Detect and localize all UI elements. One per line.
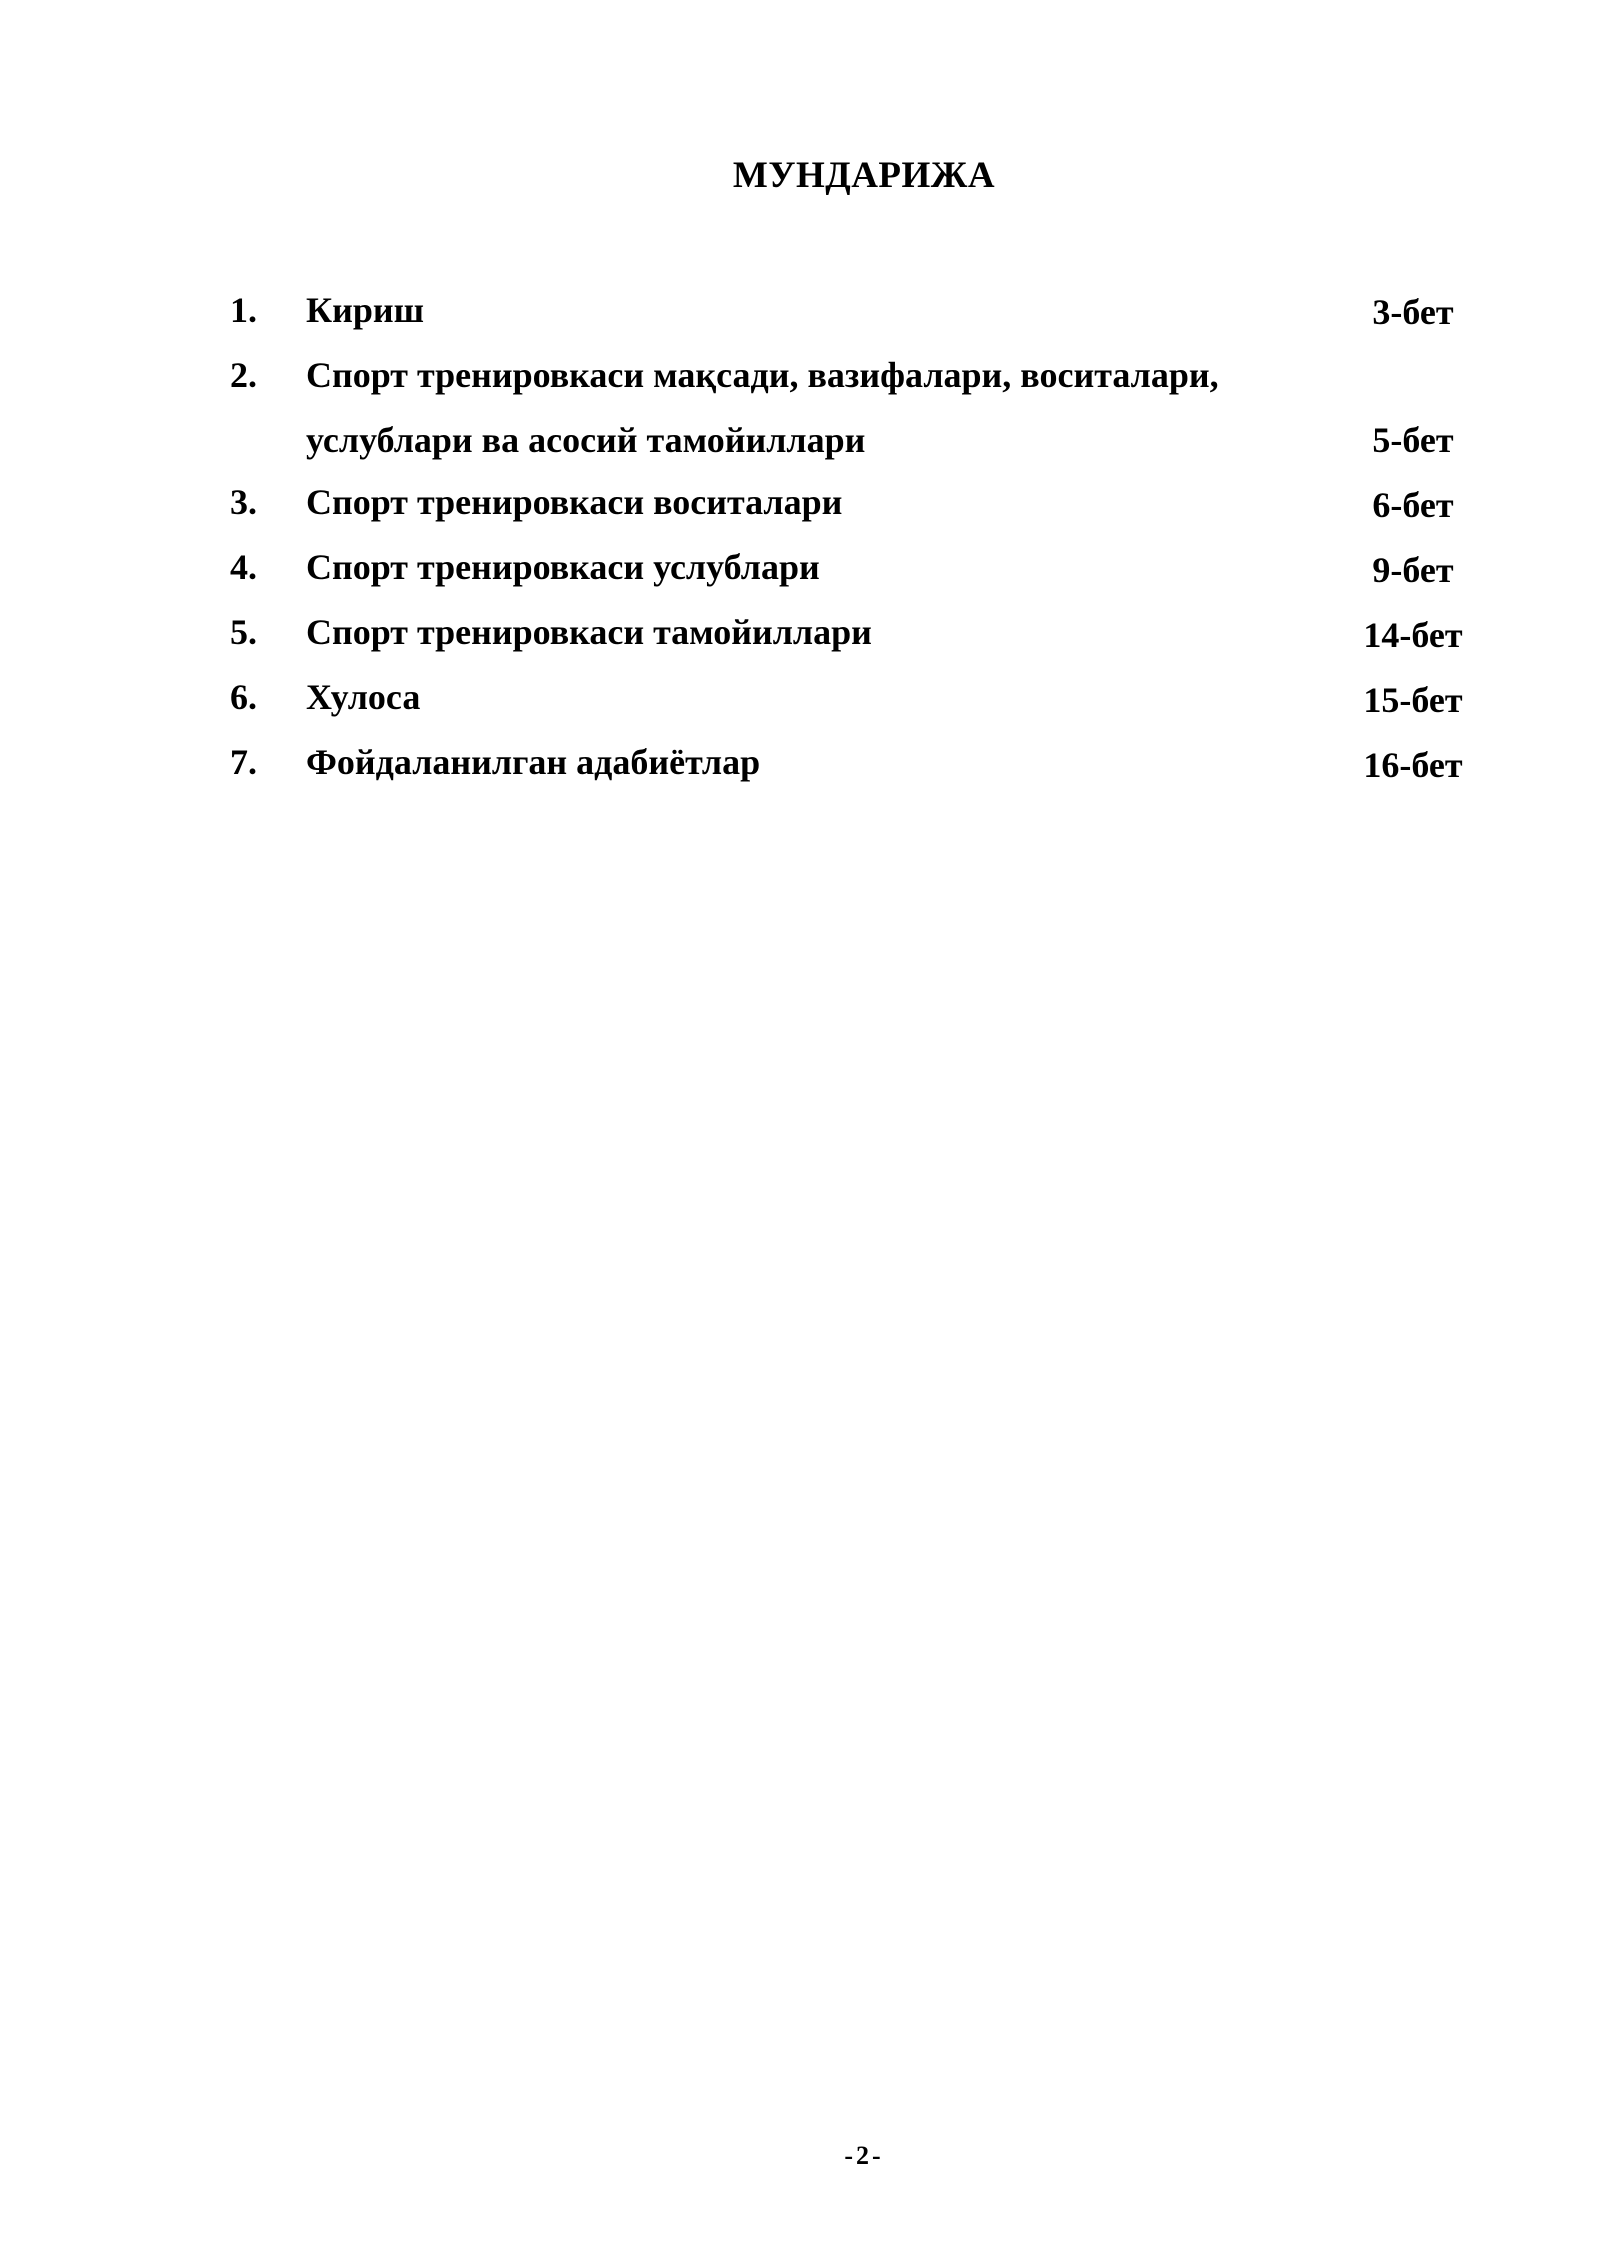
toc-entry-page: 9-бет xyxy=(1372,550,1454,590)
toc-entry[interactable] xyxy=(0,673,1600,721)
toc-entry-continuation[interactable] xyxy=(0,416,1600,464)
toc-entry-title: Спорт тренировкаси воситалари xyxy=(306,482,843,522)
toc-entry-title: Спорт тренировкаси услублари xyxy=(306,547,820,587)
toc-entry[interactable] xyxy=(0,738,1600,786)
toc-entry-title: Спорт тренировкаси тамойиллари xyxy=(306,612,872,652)
toc-entry-number: 5. xyxy=(230,612,257,652)
toc-entry-number: 3. xyxy=(230,482,257,522)
toc-entry[interactable] xyxy=(0,286,1600,334)
toc-entry-title: Хулоса xyxy=(306,677,421,717)
toc-entry-title: Кириш xyxy=(306,290,425,330)
toc-entry-title: Фойдаланилган адабиётлар xyxy=(306,742,761,782)
toc-entry-page: 15-бет xyxy=(1363,680,1463,720)
toc-entry-page: 6-бет xyxy=(1372,485,1454,525)
toc-entry-number: 1. xyxy=(230,290,257,330)
toc-entry-number: 7. xyxy=(230,742,257,782)
toc-entry-page: 5-бет xyxy=(1372,420,1454,460)
toc-entry[interactable] xyxy=(0,351,1600,399)
toc-entry-title: услублари ва асосий тамойиллари xyxy=(306,420,866,460)
page-title: МУНДАРИЖА xyxy=(732,155,996,196)
toc-entry-page: 16-бет xyxy=(1363,745,1463,785)
toc-entry[interactable] xyxy=(0,608,1600,656)
toc-entry-page: 3-бет xyxy=(1372,292,1454,332)
toc-entry[interactable] xyxy=(0,478,1600,526)
toc-entry-number: 4. xyxy=(230,547,257,587)
toc-entry-title: Спорт тренировкаси мақсади, вазифалари, воситалари, xyxy=(306,355,1219,395)
page-number: -2- xyxy=(844,2141,884,2170)
toc-entry-number: 2. xyxy=(230,355,257,395)
toc-entry-page: 14-бет xyxy=(1363,615,1463,655)
toc-entry[interactable] xyxy=(0,543,1600,591)
toc-entry-number: 6. xyxy=(230,677,257,717)
